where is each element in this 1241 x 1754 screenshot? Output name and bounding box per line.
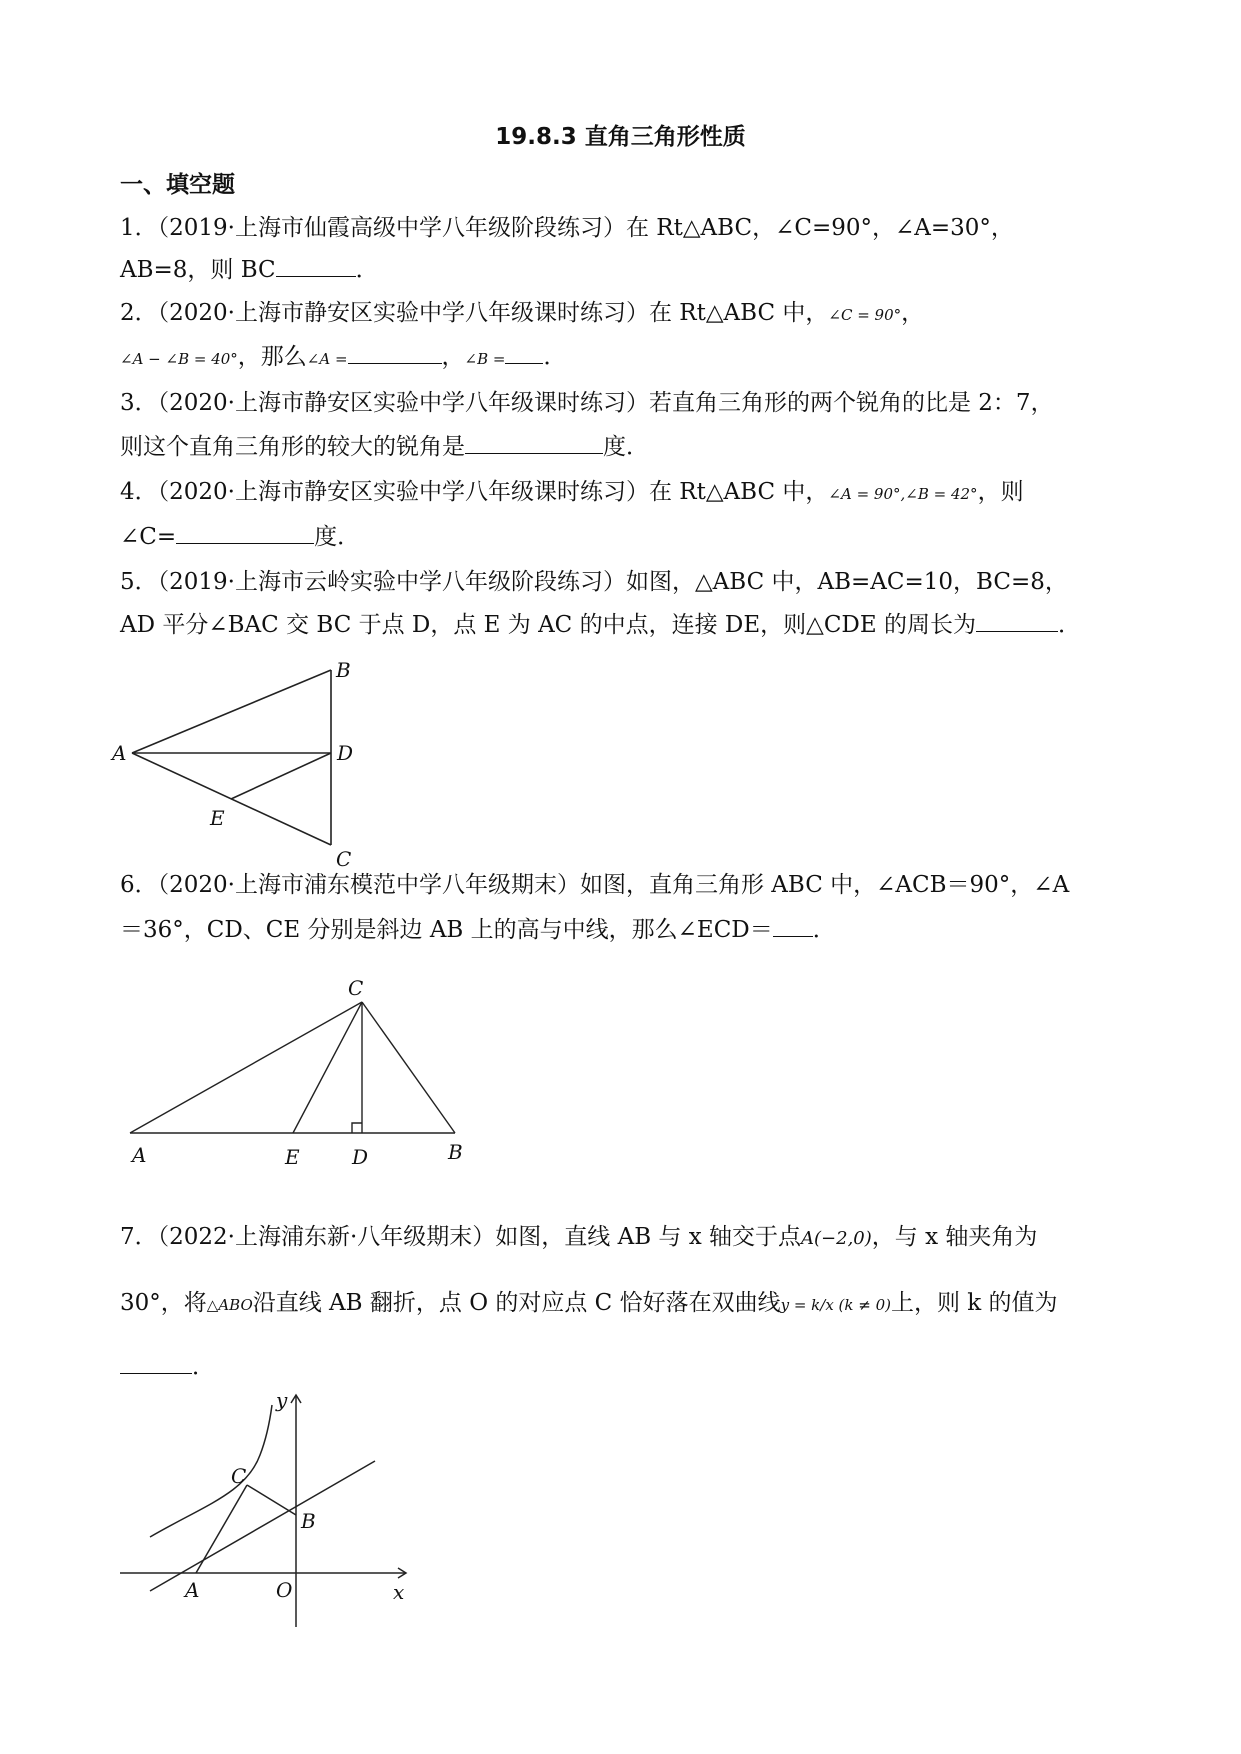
q4-answer-blank[interactable] [176,523,314,544]
q7-label-y: y [276,1388,288,1412]
q5-figure [110,655,370,870]
q1-source: （2019·上海市仙霞高级中学八年级阶段练习）在 Rt△ABC，∠C=90°，∠A=30°， [157,215,1014,241]
q7-line-1 [120,1222,1037,1254]
q7-text-a: 30°，将 [120,1290,207,1316]
q6-source: （2020·上海市浦东模范中学八年级期末）如图，直角三角形 ABC 中，∠ACB＝90°，∠A [157,872,1070,898]
q5-label-d: D [337,741,354,765]
q7-label-b: B [301,1509,316,1533]
q4-text: ∠C= [120,524,177,550]
q7-hyperbola [150,1405,272,1537]
q2-line-1 [120,298,924,330]
section-heading: 一、填空题 [120,172,235,198]
q1-answer-blank[interactable] [276,256,356,277]
q6-figure [120,965,480,1170]
q7-label-x: x [393,1580,405,1604]
q2-angle-b: ∠B = [464,350,506,368]
q5-label-a: A [112,741,127,765]
q7-tail: ，与 x 轴夹角为 [871,1224,1038,1250]
q5-number: 5． [120,569,158,595]
q6-right-angle-mark [352,1123,362,1133]
q5-segment-de [231,753,331,799]
q7-answer-blank[interactable] [120,1353,192,1374]
q6-answer-blank[interactable] [773,916,813,937]
q7-label-a: A [185,1578,200,1602]
q5-text: AD 平分∠BAC 交 BC 于点 D，点 E 为 AC 的中点，连接 DE，则△CDE 的周长为 [120,612,976,638]
q6-label-a: A [132,1143,147,1167]
q1-line-1 [120,213,1014,243]
q7-triangle: △ABO [206,1296,253,1314]
q7-line-ab [150,1461,375,1591]
q2-condition-1: ∠C = 90° [828,306,902,324]
q3-line-2 [120,432,649,462]
q7-text-c: 上，则 k 的值为 [890,1290,1058,1316]
q2-source: （2020·上海市静安区实验中学八年级课时练习）在 Rt△ABC 中， [157,300,829,326]
q6-label-d: D [352,1145,369,1169]
q2-comma: ， [901,300,925,326]
q5-line-1 [120,567,1068,597]
q2-number: 2． [120,300,158,326]
q2-text: ，那么 [237,344,307,370]
q4-line-1 [120,477,1024,509]
q6-label-c: C [348,976,364,1000]
q3-text: 则这个直角三角形的较大的锐角是 [120,434,465,460]
q1-text: AB=8，则 BC [120,257,276,283]
q2-sep: ， [441,344,465,370]
q5-label-b: B [336,658,351,682]
q5-label-c: C [336,847,352,870]
q6-number: 6． [120,872,158,898]
q6-label-b: B [448,1140,463,1164]
q1-end: ． [355,257,379,283]
q7-curve-equation: y = k/x (k ≠ 0) [780,1296,891,1314]
q6-segment-bc [362,1002,455,1133]
q3-number: 3． [120,390,158,416]
q3-end: 度． [603,434,649,460]
q4-number: 4． [120,479,158,505]
q7-source: （2022·上海浦东新·八年级期末）如图，直线 AB 与 x 轴交于点 [157,1224,802,1250]
q5-source: （2019·上海市云岭实验中学八年级阶段练习）如图，△ABC 中，AB=AC=10，BC=8， [157,569,1068,595]
q6-label-e: E [285,1145,300,1169]
q2-line-2 [120,342,566,374]
q6-line-2 [120,915,836,945]
q3-answer-blank[interactable] [465,433,603,454]
q7-end: ． [192,1354,215,1380]
q3-source: （2020·上海市静安区实验中学八年级课时练习）若直角三角形的两个锐角的比是 2：7， [157,390,1054,416]
q4-tail: ，则 [977,479,1024,505]
q5-answer-blank[interactable] [976,611,1058,632]
q4-end: 度． [314,524,361,550]
q4-line-2 [120,522,360,552]
q2-answer-blank-b[interactable] [505,343,543,364]
q5-end: ． [1057,612,1081,638]
page-title: 19.8.3 直角三角形性质 [495,124,746,150]
q2-end: ． [543,344,567,370]
q5-segment-ab [132,670,331,753]
q4-source: （2020·上海市静安区实验中学八年级课时练习）在 Rt△ABC 中， [157,479,829,505]
q2-angle-a: ∠A = [306,350,348,368]
q6-text: ＝36°，CD、CE 分别是斜边 AB 上的高与中线，那么∠ECD＝ [120,917,773,943]
q4-condition: ∠A = 90°,∠B = 42° [828,485,978,503]
q6-line-1 [120,870,1069,900]
q7-line-3 [120,1352,215,1382]
q2-condition-2: ∠A − ∠B = 40° [120,350,238,368]
q5-label-e: E [210,806,225,830]
q7-text-b: 沿直线 AB 翻折，点 O 的对应点 C 恰好落在双曲线 [252,1290,781,1316]
q2-answer-blank-a[interactable] [348,343,442,364]
q7-point-a: A(−2,0) [801,1228,872,1249]
q7-number: 7． [120,1224,158,1250]
q1-line-2 [120,255,379,285]
q5-line-2 [120,610,1081,640]
q7-line-2 [120,1288,1058,1320]
q7-segment-cb [247,1485,296,1515]
q7-label-c: C [231,1464,247,1488]
q7-figure [110,1385,430,1635]
q6-end: ． [812,917,836,943]
q3-line-1 [120,388,1054,418]
q7-label-o: O [276,1578,293,1602]
q1-number: 1． [120,215,158,241]
